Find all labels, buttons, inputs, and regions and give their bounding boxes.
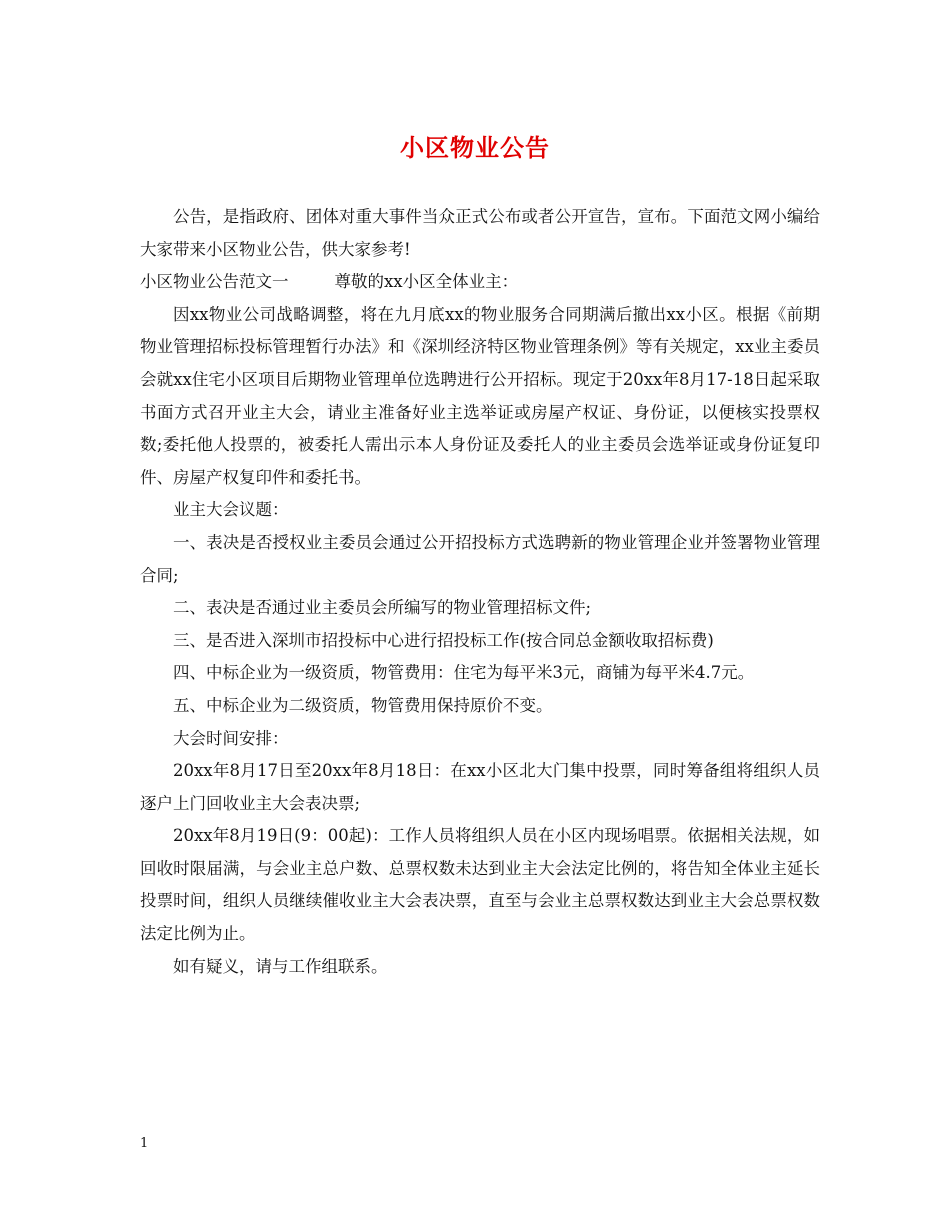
- paragraph-agenda-item-1: 一、表决是否授权业主委员会通过公开招投标方式选聘新的物业管理企业并签署物业管理合同;: [140, 532, 820, 585]
- paragraph-contact: 如有疑义，请与工作组联系。: [173, 956, 388, 976]
- paragraph-agenda-heading: 业主大会议题：: [173, 500, 289, 520]
- paragraph-main-notice: 因xx物业公司战略调整，将在九月底xx的物业服务合同期满后撤出xx小区。根据《前期物业管理招标投标管理暂行办法》和《深圳经济特区物业管理条例》等有关规定，xx业主委员会就xx住宅小区项目后期物业管理单位选聘进行公开招标。现定于20xx年8月17-18日起采取书面方式召开业主大会，请业主准备好业主选举证或房屋产权证、身份证，以便核实投票权数;委托他人投票的，被委托人需出示本人身份证及委托人的业主委员会选举证或身份证复印件、房屋产权复印件和委托书。: [140, 304, 820, 487]
- paragraph-schedule-heading: 大会时间安排：: [173, 728, 289, 748]
- page-number: 1: [140, 1136, 149, 1151]
- document-title: 小区物业公告: [400, 133, 550, 162]
- paragraph-agenda-item-4: 四、中标企业为一级资质，物管费用：住宅为每平米3元，商铺为每平米4.7元。: [173, 663, 755, 683]
- paragraph-agenda-item-5: 五、中标企业为二级资质，物管费用保持原价不变。: [173, 695, 553, 715]
- sample-heading-line: [140, 266, 820, 299]
- paragraph-schedule-voting: 20xx年8月17日至20xx年8月18日：在xx小区北大门集中投票，同时筹备组将组织人员逐户上门回收业主大会表决票;: [140, 761, 820, 813]
- paragraph-agenda-item-2: 二、表决是否通过业主委员会所编写的物业管理招标文件;: [173, 598, 592, 618]
- intro-paragraph: 公告，是指政府、团体对重大事件当众正式公布或者公开宣告，宣布。下面范文网小编给大家带来小区物业公告，供大家参考!: [140, 207, 820, 259]
- sample-label: 小区物业公告范文一: [140, 272, 289, 292]
- paragraph-agenda-item-3: 三、是否进入深圳市招投标中心进行招投标工作(按合同总金额收取招标费): [173, 630, 714, 650]
- document-body: [140, 201, 820, 983]
- paragraph-schedule-counting: 20xx年8月19日(9：00起)：工作人员将组织人员在小区内现场唱票。依据相关法规，如回收时限届满，与会业主总户数、总票权数未达到业主大会法定比例的，将告知全体业主延长投票时间，组织人员继续催收业主大会表决票，直至与会业主总票权数达到业主大会总票权数法定比例为止。: [140, 826, 820, 944]
- salutation: 尊敬的xx小区全体业主：: [334, 272, 519, 292]
